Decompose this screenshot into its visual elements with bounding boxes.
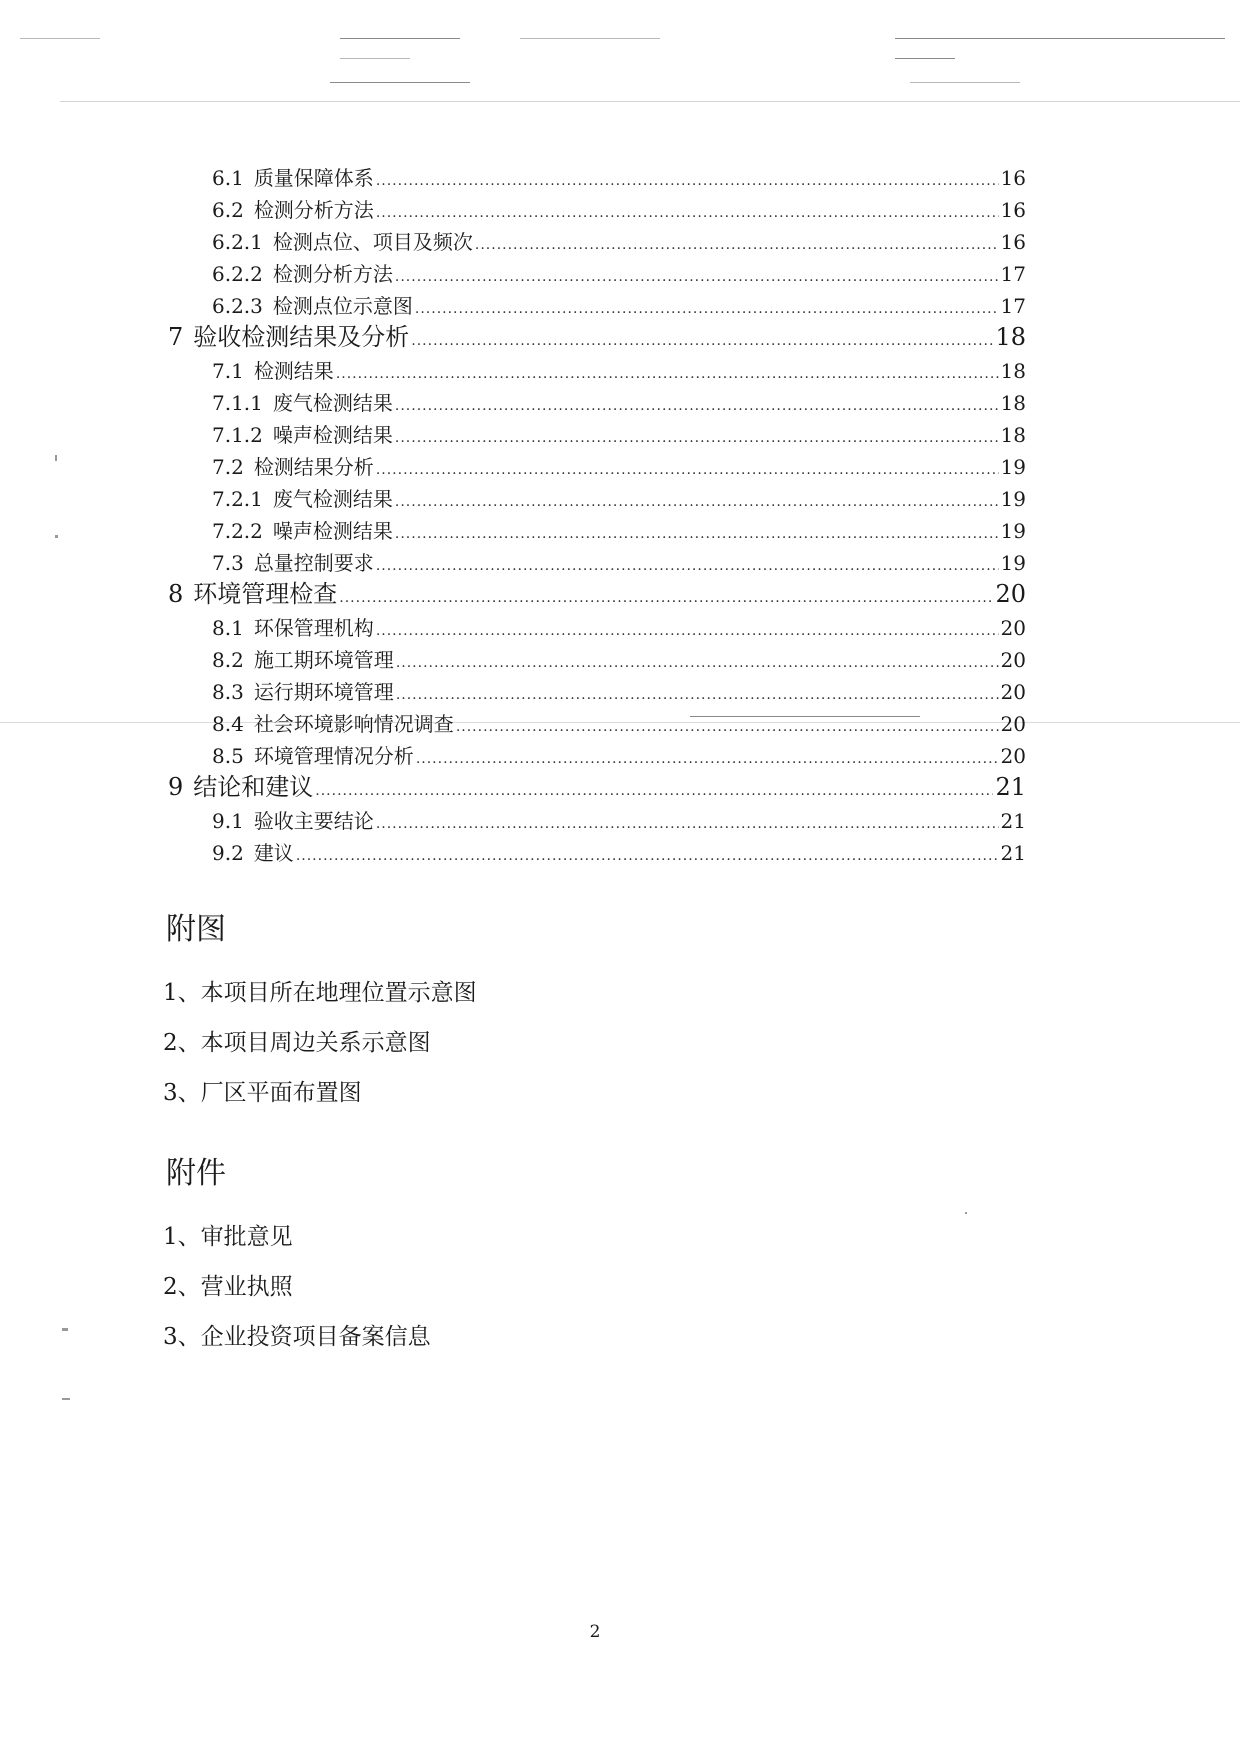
toc-leader-dots — [395, 393, 999, 419]
toc-entry-title: 结论和建议 — [193, 773, 314, 801]
toc-entry-title: 验收主要结论 — [253, 809, 374, 833]
attachment-list-item: 2、营业执照 — [163, 1274, 293, 1300]
toc-leader-dots — [396, 682, 999, 708]
toc-entry-number: 9.1 — [212, 809, 244, 833]
toc-entry-title: 废气检测结果 — [272, 487, 393, 511]
toc-entry-number: 8.2 — [212, 648, 244, 672]
toc-entry-title: 检测结果 — [253, 359, 334, 383]
toc-entry[interactable] — [212, 454, 1026, 480]
scan-speck — [62, 1398, 70, 1400]
toc-entry-title: 检测分析方法 — [272, 262, 393, 286]
toc-entry-title: 总量控制要求 — [253, 551, 374, 575]
toc-entry-page: 16 — [1000, 166, 1026, 190]
toc-leader-dots — [396, 650, 999, 676]
toc-entry-page: 16 — [1000, 198, 1026, 222]
toc-entry-title: 环境管理情况分析 — [253, 744, 414, 768]
toc-entry-number: 7.1.1 — [212, 391, 263, 415]
toc-entry[interactable] — [212, 422, 1026, 448]
toc-entry-page: 18 — [1000, 359, 1026, 383]
scan-artifact-line — [330, 82, 470, 83]
toc-entry[interactable] — [212, 486, 1026, 512]
figure-list-item: 3、厂区平面布置图 — [163, 1080, 362, 1106]
toc-entry[interactable] — [212, 840, 1026, 866]
toc-leader-dots — [376, 457, 999, 483]
scan-artifact-line — [895, 38, 1225, 39]
toc-entry[interactable] — [212, 550, 1026, 576]
toc-entry-number: 8.1 — [212, 616, 244, 640]
toc-entry-page: 17 — [1000, 262, 1026, 286]
toc-entry-page: 18 — [1000, 391, 1026, 415]
toc-leader-dots — [411, 326, 993, 356]
toc-entry[interactable] — [168, 772, 1026, 802]
scan-artifact-line — [340, 58, 410, 59]
toc-leader-dots — [456, 714, 999, 740]
toc-entry-number: 8 — [168, 580, 184, 608]
scan-speck — [55, 455, 57, 461]
toc-entry[interactable] — [212, 293, 1026, 319]
toc-entry[interactable] — [212, 743, 1026, 769]
toc-entry[interactable] — [212, 358, 1026, 384]
toc-entry[interactable] — [212, 808, 1026, 834]
toc-entry-number: 7 — [168, 323, 184, 351]
toc-entry-title: 环保管理机构 — [253, 616, 374, 640]
toc-entry-title: 社会环境影响情况调查 — [253, 712, 454, 736]
attachment-list-item: 3、企业投资项目备案信息 — [163, 1324, 431, 1350]
toc-entry-title: 施工期环境管理 — [253, 648, 394, 672]
toc-leader-dots — [395, 521, 999, 547]
toc-leader-dots — [395, 489, 999, 515]
toc-leader-dots — [376, 553, 999, 579]
scan-artifact-line — [340, 38, 460, 39]
toc-entry-number: 8.4 — [212, 712, 244, 736]
toc-leader-dots — [416, 746, 999, 772]
toc-entry-page: 19 — [1000, 487, 1026, 511]
toc-leader-dots — [376, 618, 999, 644]
toc-entry-number: 8.3 — [212, 680, 244, 704]
scan-speck — [965, 1212, 967, 1214]
toc-leader-dots — [336, 361, 999, 387]
toc-entry-title: 运行期环境管理 — [253, 680, 394, 704]
toc-entry[interactable] — [212, 615, 1026, 641]
toc-entry-title: 建议 — [253, 841, 294, 865]
toc-entry-number: 9.2 — [212, 841, 244, 865]
toc-entry-page: 21 — [1000, 809, 1026, 833]
toc-entry[interactable] — [212, 261, 1026, 287]
attachment-list-item: 1、审批意见 — [163, 1224, 293, 1250]
toc-entry-page: 16 — [1000, 230, 1026, 254]
attachments-heading: 附件 — [166, 1156, 226, 1191]
scan-artifact-line — [910, 82, 1020, 83]
page-number: 2 — [589, 1622, 601, 1642]
toc-entry-title: 环境管理检查 — [193, 580, 338, 608]
toc-entry-page: 18 — [1000, 423, 1026, 447]
toc-entry-page: 17 — [1000, 294, 1026, 318]
toc-entry-page: 20 — [995, 580, 1026, 608]
toc-entry-page: 18 — [995, 323, 1026, 351]
scan-speck — [55, 535, 58, 538]
toc-entry[interactable] — [212, 518, 1026, 544]
scan-artifact-line — [520, 38, 660, 39]
toc-entry-page: 20 — [1000, 680, 1026, 704]
toc-entry-number: 7.2 — [212, 455, 244, 479]
toc-entry[interactable] — [212, 165, 1026, 191]
toc-entry-number: 9 — [168, 773, 184, 801]
figure-list-item: 2、本项目周边关系示意图 — [163, 1030, 431, 1056]
toc-entry[interactable] — [212, 229, 1026, 255]
toc-entry-page: 19 — [1000, 551, 1026, 575]
toc-entry-title: 检测分析方法 — [253, 198, 374, 222]
toc-entry-page: 21 — [995, 773, 1026, 801]
toc-leader-dots — [339, 583, 993, 613]
toc-entry-page: 20 — [1000, 616, 1026, 640]
toc-entry-number: 7.3 — [212, 551, 244, 575]
toc-entry[interactable] — [212, 390, 1026, 416]
toc-leader-dots — [376, 811, 999, 837]
toc-entry-title: 检测点位、项目及频次 — [272, 230, 473, 254]
scan-artifact-line — [60, 101, 1240, 102]
toc-entry-title: 废气检测结果 — [272, 391, 393, 415]
toc-entry[interactable] — [168, 579, 1026, 609]
figure-list-item: 1、本项目所在地理位置示意图 — [163, 980, 477, 1006]
toc-entry[interactable] — [168, 322, 1026, 352]
toc-leader-dots — [395, 425, 999, 451]
toc-entry-number: 7.2.2 — [212, 519, 263, 543]
toc-entry-title: 噪声检测结果 — [272, 519, 393, 543]
toc-entry-number: 6.2.3 — [212, 294, 263, 318]
toc-leader-dots — [395, 264, 999, 290]
toc-entry-title: 检测结果分析 — [253, 455, 374, 479]
toc-entry-page: 20 — [1000, 744, 1026, 768]
toc-entry-number: 7.2.1 — [212, 487, 263, 511]
toc-entry-number: 8.5 — [212, 744, 244, 768]
toc-entry-page: 20 — [1000, 712, 1026, 736]
toc-entry-title: 质量保障体系 — [253, 166, 374, 190]
toc-leader-dots — [475, 232, 999, 258]
toc-entry-number: 6.2.1 — [212, 230, 263, 254]
toc-leader-dots — [376, 200, 999, 226]
toc-entry-title: 检测点位示意图 — [272, 294, 413, 318]
toc-entry-number: 7.1 — [212, 359, 244, 383]
toc-entry-title: 验收检测结果及分析 — [193, 323, 410, 351]
toc-entry-page: 19 — [1000, 519, 1026, 543]
toc-entry-number: 6.2.2 — [212, 262, 263, 286]
toc-entry-number: 7.1.2 — [212, 423, 263, 447]
scan-artifact-line — [20, 38, 100, 39]
toc-entry-page: 20 — [1000, 648, 1026, 672]
toc-entry-number: 6.1 — [212, 166, 244, 190]
toc-entry[interactable] — [212, 711, 1026, 737]
toc-entry-number: 6.2 — [212, 198, 244, 222]
figures-heading: 附图 — [166, 912, 226, 947]
toc-entry-title: 噪声检测结果 — [272, 423, 393, 447]
toc-entry-page: 21 — [1000, 841, 1026, 865]
toc-leader-dots — [296, 843, 999, 869]
toc-leader-dots — [315, 776, 993, 806]
toc-entry[interactable] — [212, 647, 1026, 673]
toc-entry[interactable] — [212, 679, 1026, 705]
toc-entry-page: 19 — [1000, 455, 1026, 479]
scan-artifact-line — [895, 58, 955, 59]
toc-entry[interactable] — [212, 197, 1026, 223]
toc-leader-dots — [376, 168, 999, 194]
scan-speck — [62, 1328, 68, 1331]
toc-leader-dots — [415, 296, 999, 322]
